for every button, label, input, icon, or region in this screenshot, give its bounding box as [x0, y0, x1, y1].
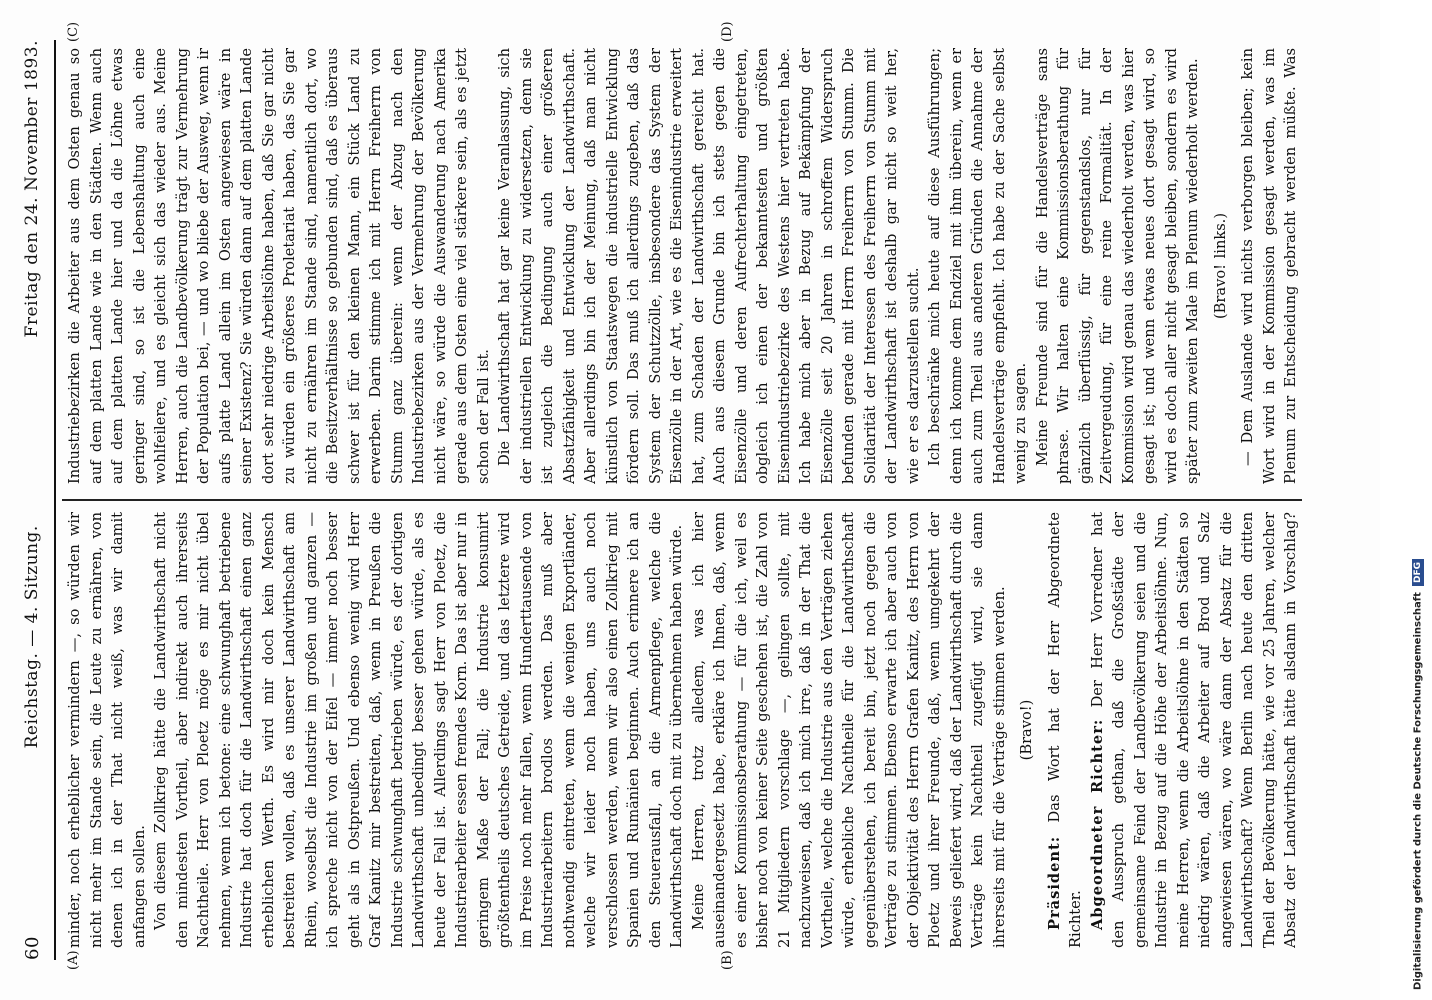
left-paragraph-1: minder, noch erheblicher vermindern —, so würden wir nicht mehr im Stande sein, die Leute zu ernähren, von denen ich in der That nicht weiß, was wir damit anfangen sollen. [66, 512, 148, 948]
richter-paragraph [1087, 512, 1305, 948]
page-number: 60 [21, 936, 43, 960]
left-paragraph-3: Meine Herren, trotz alledem, was ich hier auseinandergesetzt habe, erkläre ich Ihnen, daß, wenn es einer Kommissionsberathung — für die ich, weil es bisher noch von keiner Seite geschehen ist, die Zahl von 21 Mitgliedern vorschlage —, gelingen sollte, mit nachzuweisen, daß ich mich irre, daß in der That die Vortheile, welche die Industrie aus den Verträgen ziehen würde, erhebliche Nachtheile für die Landwirthschaft gegenüberstehen, ich bereit bin, jetzt noch gegen die Verträge zu stimmen. Ebenso erwarte ich aber auch von der Objektivität des Herrn Grafen Kanitz, des Herrn von Ploetz und ihrer Freunde, daß, wenn umgekehrt der Beweis geliefert wird, daß der Landwirthschaft durch die Verträge kein Nachtheil zugefügt wird, sie dann ihrerseits mit für die Verträge stimmen werden. [689, 512, 1008, 948]
header-right-title: Freitag den 24. November 1893. [22, 40, 42, 338]
bravo-remark: (Bravo!) [1018, 699, 1035, 761]
column-divider [62, 499, 1302, 501]
richter-text: Der Herr Vorredner hat den Ausspruch gethan, daß die Großstädte der gemeinsame Feind der Landbevölkerung seien und die Industrie in Bezug auf die Höhe der Arbeitslöhne. Nun, meine Herren, wenn die Arbeitslöhne in den Städten so niedrig wären, daß die Arbeiter auf Brod und Salz angewiesen wären, wo wäre dann der Absatz für die Landwirthschaft? Wenn Berlin nach heute den dritten Theil der Bevölkerung hätte, wie vor 25 Jahren, welcher Absatz der Landwirthschaft hätte alsdann in Vorschlag? [1088, 512, 1299, 948]
right-paragraph-1: Industriebezirken die Arbeiter aus dem Osten genau so auf dem platten Lande wie in den Städten. Wenn auch auf dem platten Lande hier und da die Löhne etwas geringer sind, so ist die Lebenshaltung auch eine wohlfeilere, und es gleicht sich das wieder aus. Meine Herren, auch die Landbevölkerung trägt zur Vermehrung der Population bei, — und wo bliebe der Ausweg, wenn ir aufs platte Land allein im Osten angewiesen wäre in seiner Existenz? Sie würden dann auf dem platten Lande dort sehr niedrige Arbeitslöhne haben, daß Sie gar nicht zu würden ein größeres Proletariat haben, das Sie gar nicht zu ernähren im Stande sind, namentlich dort, wo die Besitzverhältnisse so gebunden sind, daß es überaus schwer ist für den kleinen Mann, ein Stück Land zu erwerben. Darin stimme ich mit Herrn Freiherrn von Stumm ganz überein: wenn der Abzug nach den Industriebezirken aus der Vermehrung der Bevölkerung nicht wäre, so würde die Auswanderung nach Amerika gerade aus dem Osten eine viel stärkere sein, als es jetzt schon der Fall ist. [66, 48, 492, 484]
right-paragraph-4: Meine Freunde sind für die Handelsverträge sans phrase. Wir halten eine Kommissionsberathung für gänzlich überflüssig, für gegenstandslos, nur für Zeitvergeudung, für eine reine Formalität. In der Kommission wird genau das wiederholt werden, was hier gesagt ist; und wenn etwas neues dort gesagt wird, so wird es doch aller nicht gesagt bleiben, sondern es wird später zum zweiten Male im Plenum wiederholt werden. [1033, 48, 1201, 484]
digitization-text: Digitalisierung gefördert durch die Deutsche Forschungsgemeinschaft [1412, 592, 1424, 990]
marker-c: (C) [66, 21, 81, 42]
left-paragraph-2: Von diesem Zollkrieg hätte die Landwirthschaft nicht den mindesten Vortheil, aber indirekt auch ihrerseits Nachtheile. Herr von Ploetz möge es mir nicht übel nehmen, wenn ich betone: eine schwunghaft betriebene Industrie hat doch für die Landwirthschaft einen ganz erheblichen Werth. Es wird mir doch kein Mensch bestreiten wollen, daß es unserer Landwirthschaft am Rhein, woselbst die Industrie im großen und ganzen — ich spreche nicht von der Eifel — immer noch besser geht als in Ostpreußen. Und ebenso wenig wird Herr Graf Kanitz mir bestreiten, daß, wenn in Preußen die Industrie schwunghaft betrieben würde, es der dortigen Landwirthschaft unbedingt besser gehen würde, als es heute der Fall ist. Allerdings sagt Herr von Ploetz, die Industriearbeiter essen fremdes Korn. Das ist aber nur in geringem Maße der Fall; die Industrie konsumirt größtentheils deutsches Getreide, und das letztere wird im Preise noch mehr fallen, wenn Hunderttausende von Industriearbeitern brodlos werden. Das muß aber nothwendig eintreten, wenn die wenigen Exportländer, welche wir leider noch haben, uns auch noch verschlossen werden, wenn wir also einen Zollkrieg mit Spanien und Rumänien beginnen. Auch erinnere ich an den Steuerausfall, an die Armenpflege, welche die Landwirthschaft doch mit zu übernehmen haben würde. [152, 512, 685, 948]
left-column [64, 512, 1304, 948]
president-text: Das Wort hat der Herr Abgeordnete Richter. [1045, 512, 1084, 948]
right-paragraph-3: Ich beschränke mich heute auf diese Ausführungen; denn ich komme dem Endziel mit ihm überein, wenn er auch zum Theil aus anderen Gründen die Annahme der Handelsverträge empfiehlt. Ich habe zu der Sache selbst wenig zu sagen. [926, 48, 1029, 484]
bravo-links-remark: (Bravo! links.) [1211, 212, 1229, 320]
header-left-title: Reichstag. — 4. Sitzung. [22, 525, 42, 749]
header-rule [54, 40, 56, 960]
richter-label: Abgeordneter Richter: [1088, 718, 1106, 930]
page-header [12, 40, 52, 960]
right-paragraph-5: — Dem Auslande wird nichts verborgen bleiben; kein Wort wird in der Kommission gesagt werden, was im Plenum zur Entscheidung gebracht werden müßte. Was [1239, 48, 1299, 484]
dfg-logo: DFG [1412, 559, 1424, 586]
marker-a: (A) [66, 950, 81, 970]
marker-b: (B) [720, 950, 735, 970]
right-paragraph-2: Die Landwirthschaft hat gar keine Veranlassung, sich der industriellen Entwicklung zu widersetzen, denn sie ist zugleich die Bedingung auch einer größeren Absatzfähigkeit und Entwicklung der Landwirthschaft. Aber allerdings bin ich der Meinung, daß man nicht künstlich von Staatswegen die industrielle Entwicklung fördern soll. Das muß ich allerdings zugeben, daß das System der Schutzzölle, insbesondere das System der Eisenzölle in der Art, wie es die Eisenindustrie erweitert hat, zum Schaden der Landwirthschaft gereicht hat. Auch aus diesem Grunde bin ich stets gegen die Eisenzölle und deren Aufrechterhaltung eingetreten, obgleich ich einen der bekanntesten und größten Eisenindustriebezirke des Westens hier vertreten habe. Ich habe mich aber in Bezug auf Bekämpfung der Eisenzölle seit 20 Jahren in schroffem Widerspruch befunden gerade mit Herrn Freiherrn von Stumm. Die Solidarität der Interessen des Freiherrn von Stumm mit der Landwirthschaft ist deshalb gar nicht so weit her, wie er es darzustellen sucht. [496, 48, 922, 484]
right-column [64, 48, 1304, 484]
president-paragraph [1044, 512, 1087, 948]
marker-d: (D) [720, 21, 735, 42]
president-label: Präsident: [1045, 835, 1063, 930]
digitization-note [1410, 0, 1426, 1000]
